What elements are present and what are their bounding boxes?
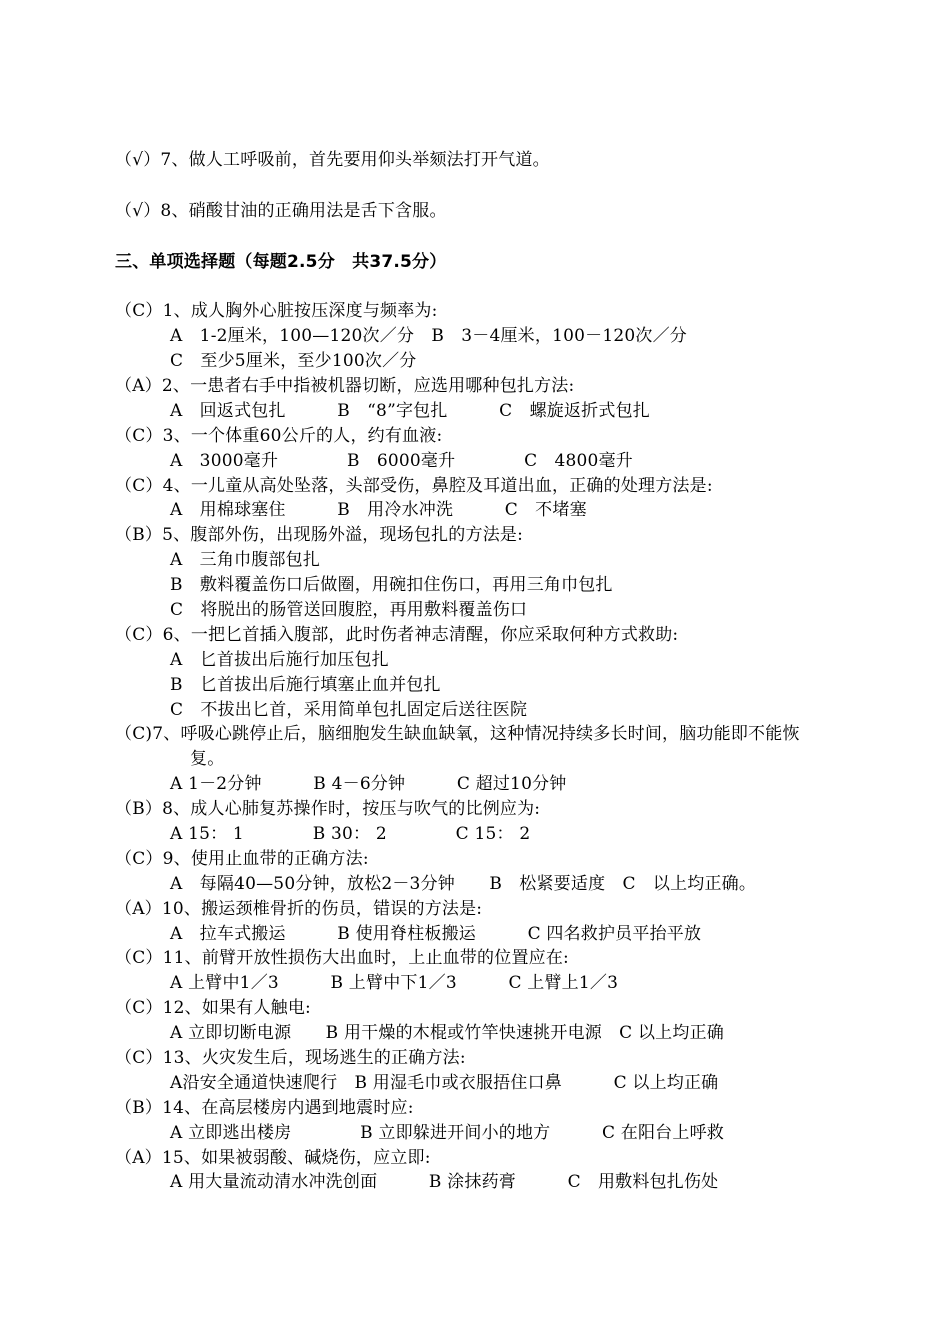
question-10-options: A 拉车式搬运 B 使用脊柱板搬运 C 四名救护员平抬平放 (170, 924, 702, 944)
question-7: （C)7、呼吸心跳停止后，脑细胞发生缺血缺氧，这种情况持续多长时间，脑功能即不能恢 (115, 724, 800, 744)
question-11: （C）11、前臂开放性损伤大出血时，上止血带的位置应在: (115, 948, 569, 968)
question-10: （A）10、搬运颈椎骨折的伤员，错误的方法是: (115, 899, 483, 919)
question-5: （B）5、腹部外伤，出现肠外溢，现场包扎的方法是: (115, 525, 524, 545)
judge-item-7: （√）7、做人工呼吸前，首先要用仰头举颏法打开气道。 (115, 150, 550, 170)
question-15: （A）15、如果被弱酸、碱烧伤，应立即: (115, 1148, 431, 1168)
question-4: （C）4、一儿童从高处坠落，头部受伤，鼻腔及耳道出血，正确的处理方法是: (115, 476, 713, 496)
question-8-options: A 15： 1 B 30： 2 C 15： 2 (170, 824, 531, 844)
question-12: （C）12、如果有人触电: (115, 998, 311, 1018)
question-5-option-a: A 三角巾腹部包扎 (170, 550, 321, 570)
question-6: （C）6、一把匕首插入腹部，此时伤者神志清醒，你应采取何种方式救助: (115, 625, 679, 645)
question-7-options: A 1－2分钟 B 4－6分钟 C 超过10分钟 (170, 774, 567, 794)
judge-item-8: （√）8、硝酸甘油的正确用法是舌下含服。 (115, 201, 447, 221)
question-15-options: A 用大量流动清水冲洗创面 B 涂抹药膏 C 用敷料包扎伤处 (170, 1172, 719, 1192)
question-6-option-a: A 匕首拔出后施行加压包扎 (170, 650, 389, 670)
question-3-options: A 3000毫升 B 6000毫升 C 4800毫升 (170, 451, 633, 471)
question-5-option-b: B 敷料覆盖伤口后做圈，用碗扣住伤口，再用三角巾包扎 (170, 575, 613, 595)
question-7-continuation: 复。 (190, 749, 225, 769)
question-4-options: A 用棉球塞住 B 用冷水冲洗 C 不堵塞 (170, 500, 587, 520)
question-9-options: A 每隔40—50分钟，放松2－3分钟 B 松紧要适度 C 以上均正确。 (170, 874, 757, 894)
question-11-options: A 上臂中1／3 B 上臂中下1／3 C 上臂上1／3 (170, 973, 619, 993)
question-13: （C）13、火灾发生后，现场逃生的正确方法: (115, 1048, 466, 1068)
question-1: （C）1、成人胸外心脏按压深度与频率为: (115, 301, 438, 321)
question-6-option-b: B 匕首拔出后施行填塞止血并包扎 (170, 675, 441, 695)
question-1-option-c: C 至少5厘米，至少100次／分 (170, 351, 417, 371)
question-2-options: A 回返式包扎 B “8”字包扎 C 螺旋返折式包扎 (170, 401, 650, 421)
question-13-options: A沿安全通道快速爬行 B 用湿毛巾或衣服捂住口鼻 C 以上均正确 (170, 1073, 719, 1093)
question-12-options: A 立即切断电源 B 用干燥的木棍或竹竿快速挑开电源 C 以上均正确 (170, 1023, 724, 1043)
question-2: （A）2、一患者右手中指被机器切断，应选用哪种包扎方法: (115, 376, 575, 396)
question-1-options-ab: A 1-2厘米，100—120次／分 B 3－4厘米，100－120次／分 (170, 326, 687, 346)
question-8: （B）8、成人心肺复苏操作时，按压与吹气的比例应为: (115, 799, 541, 819)
question-14: （B）14、在高层楼房内遇到地震时应: (115, 1098, 414, 1118)
section-title: 三、单项选择题（每题2.5分 共37.5分） (115, 252, 447, 272)
question-3: （C）3、一个体重60公斤的人，约有血液: (115, 426, 443, 446)
question-9: （C）9、使用止血带的正确方法: (115, 849, 369, 869)
question-14-options: A 立即逃出楼房 B 立即躲进开间小的地方 C 在阳台上呼救 (170, 1123, 724, 1143)
question-6-option-c: C 不拔出匕首，采用简单包扎固定后送往医院 (170, 700, 528, 720)
question-5-option-c: C 将脱出的肠管送回腹腔，再用敷料覆盖伤口 (170, 600, 528, 620)
